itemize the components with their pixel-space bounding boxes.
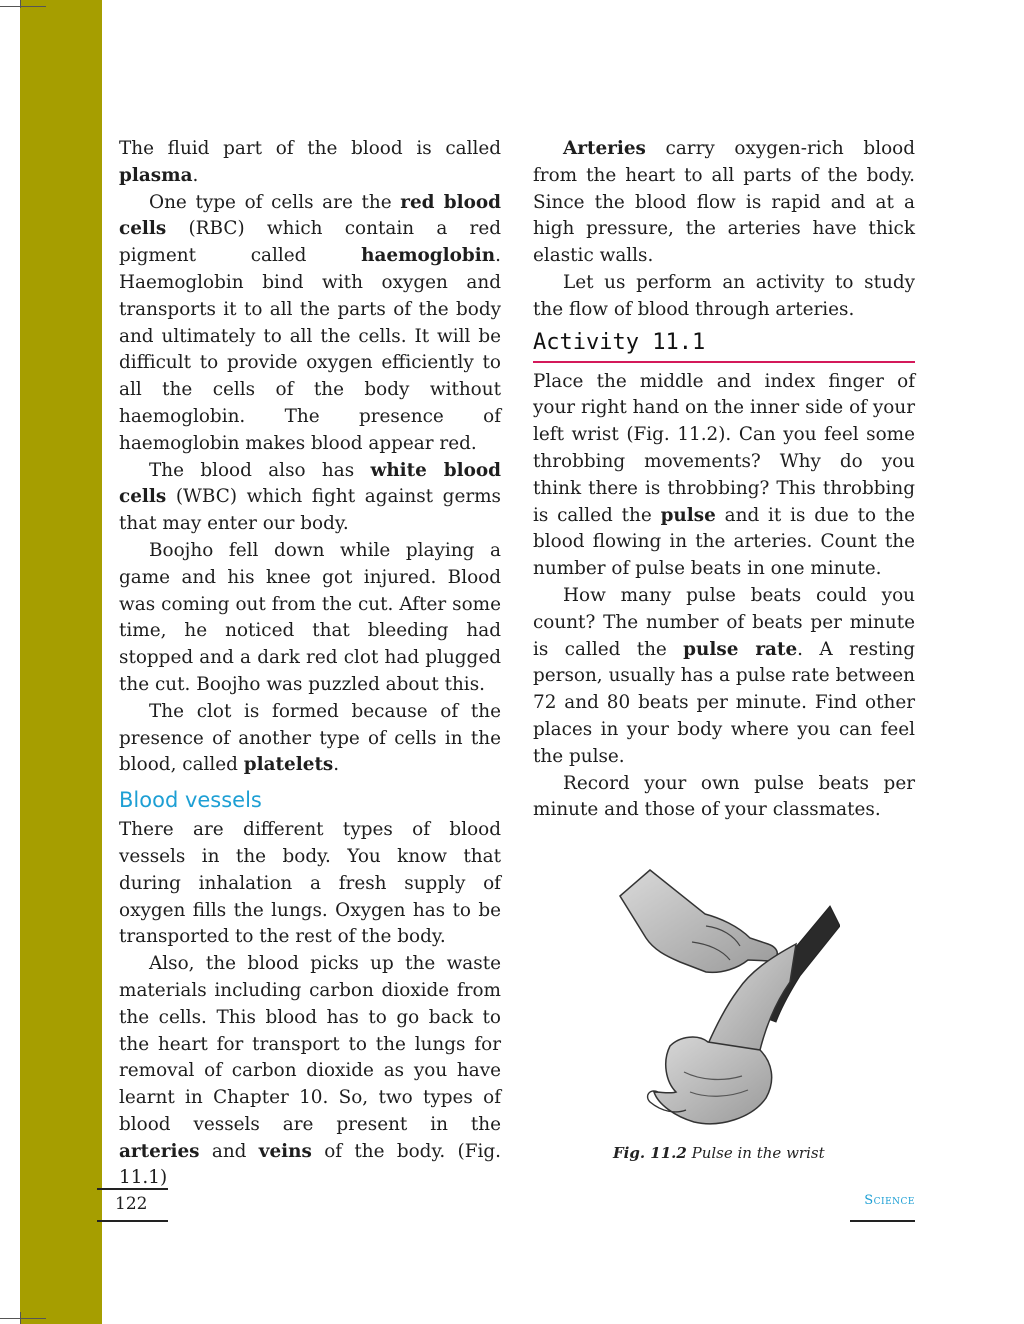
paragraph: Also, the blood picks up the waste materials including carbon dioxide from the cells. This blood has to go back to the heart for transport to the lungs for removal of carbon dioxide as you have learnt in Chapter 10. So, two types of blood vessels are present in the arteries and veins of the body. (Fig. 11.1) (119, 953, 501, 1189)
side-band (20, 0, 102, 1324)
term-red-blood-cells: red blood cells (119, 191, 501, 240)
paragraph: Let us perform an activity to study the flow of blood through arteries. (533, 271, 915, 320)
term-haemoglobin: haemoglobin (361, 245, 496, 267)
term-pulse: pulse (660, 504, 716, 526)
term-platelets: platelets (243, 754, 334, 776)
paragraph: Record your own pulse beats per minute and those of your classmates. (533, 772, 915, 821)
paragraph: Boojho fell down while playing a game and his knee got injured. Blood was coming out from the cut. After some time, he noticed that bleeding had stopped and a dark red clot had plugged the cut. Boojho was puzzled about this. (119, 539, 501, 695)
crop-mark-top (0, 6, 46, 7)
paragraph: There are different types of blood vessels in the body. You know that during inhalation a fresh supply of oxygen fills the lungs. Oxygen has to be transported to the rest of the body. (119, 819, 501, 948)
left-column (119, 136, 501, 1192)
figure-label: Fig. 11.2 (613, 1144, 687, 1162)
term-veins: veins (258, 1140, 312, 1162)
term-arteries: Arteries (563, 138, 646, 159)
section-heading: Blood vessels (119, 788, 262, 813)
activity-heading: Activity 11.1 (533, 328, 915, 363)
paragraph: Place the middle and index finger of your right hand on the inner side of your left wrist (Fig. 11.2). Can you feel some throbbing movements? Why do you think there is throbbing? This throbbing is called the pulse and it is due to the blood flowing in the arteries. Count the number of pulse beats in one minute. (533, 370, 915, 580)
term-pulse-rate: pulse rate (683, 638, 798, 660)
term-arteries: arteries (119, 1140, 200, 1162)
right-column (533, 136, 915, 824)
crop-mark-top-vertical (20, 0, 21, 8)
page-number: 122 (97, 1188, 168, 1222)
crop-mark-bottom (0, 1318, 46, 1319)
book-title-rule (850, 1220, 915, 1222)
paragraph: Arteries carry oxygen-rich blood from the heart to all parts of the body. Since the blood flow is rapid and at a high pressure, the arteries have thick elastic walls. (533, 138, 915, 267)
book-title: Science (864, 1193, 915, 1208)
hands-pulse-figure (610, 866, 840, 1134)
paragraph: The blood also has white blood cells (WBC) which fight against germs that may enter our body. (119, 459, 501, 535)
paragraph: How many pulse beats could you count? The number of beats per minute is called the pulse rate. A resting person, usually has a pulse rate between 72 and 80 beats per minute. Find other places in your body where you can feel the pulse. (533, 584, 915, 767)
crop-mark-bottom-vertical (20, 1312, 21, 1324)
paragraph: One type of cells are the red blood cells (RBC) which contain a red pigment called haemoglobin. Haemoglobin bind with oxygen and transports it to all the parts of the body and ultimately to all the cells. It will be difficult to provide oxygen efficiently to all the cells of the body without haemoglobin. The presence of haemoglobin makes blood appear red. (119, 191, 501, 454)
hands-pulse-icon (610, 866, 840, 1134)
term-plasma: plasma (119, 164, 193, 186)
paragraph: The clot is formed because of the presence of another type of cells in the blood, called platelets. (119, 700, 501, 776)
term-white-blood-cells: white blood cells (119, 459, 501, 508)
figure-caption-text: Pulse in the wrist (691, 1144, 825, 1162)
figure-caption (613, 1144, 825, 1162)
paragraph: The fluid part of the blood is called plasma. (119, 138, 501, 186)
